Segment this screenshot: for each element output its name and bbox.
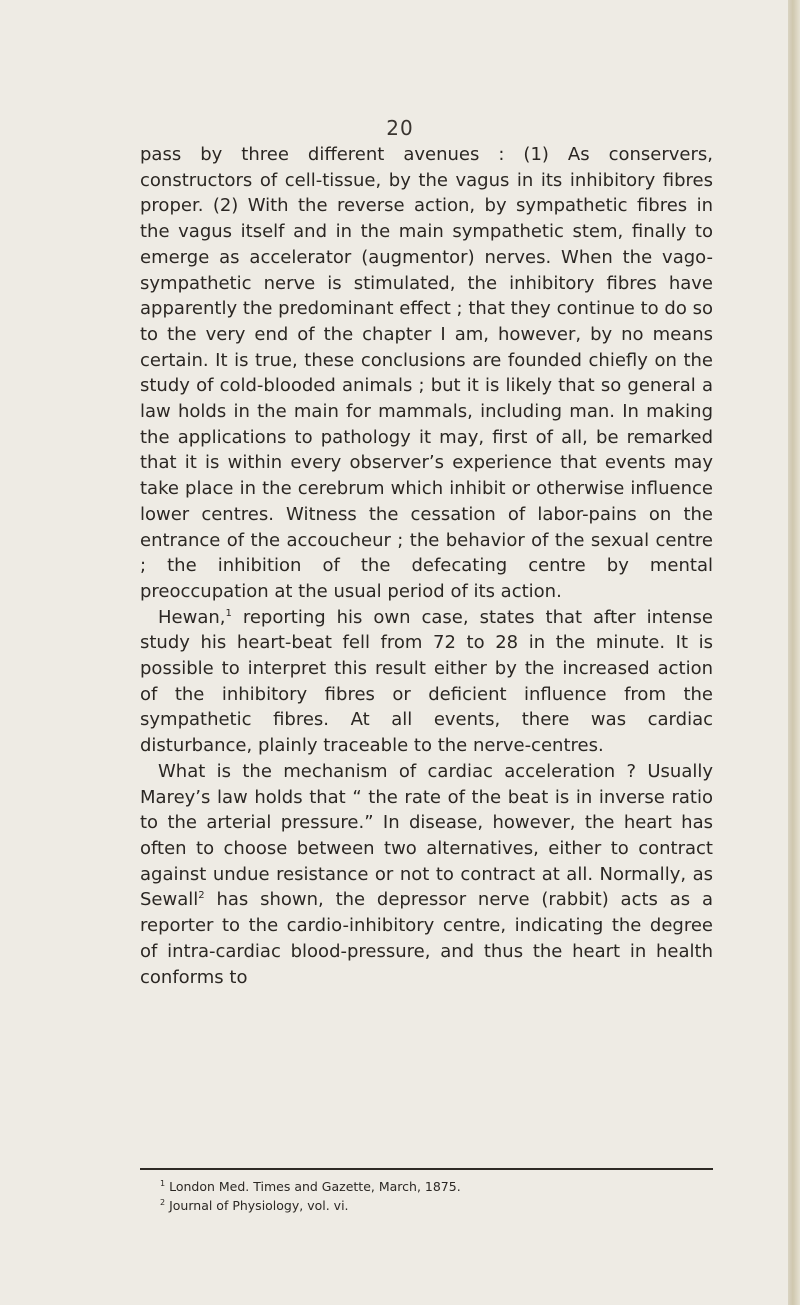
footnotes	[160, 1176, 700, 1214]
body-text	[140, 142, 713, 990]
footnote-ref-1: 1	[225, 607, 232, 619]
paragraph-2	[140, 605, 713, 759]
paragraph-3-rest: has shown, the depressor nerve (rabbit) acts as a reporter to the cardio-inhibitory centre, indicating the degree of intra-cardiac blood-pressure, and thus the heart in health conforms to	[140, 889, 713, 988]
page-edge	[788, 0, 800, 1305]
paragraph-2-lead: Hewan,	[158, 606, 226, 628]
footnote-1	[160, 1176, 700, 1195]
footnote-mark-1: 1	[160, 1179, 166, 1188]
paragraph-2-rest: reporting his own case, states that after intense study his heart-beat fell from 72 to 28 in the minute. It is possible to interpret this result either by the increased action of the inhibitory fibres or deficient influence from the sympathetic fibres. At all events, there was cardiac disturbance, plainly traceable to the nerve-centres.	[140, 606, 713, 757]
page-number: 20	[386, 116, 414, 140]
paragraph-3-lead: What is the mechanism of cardiac acceleration ? Usually Marey’s law holds that “ the rate of the beat is in inverse ratio to the arterial pressure.” In disease, however, the heart has often to choose between two alternatives, either to contract against undue resistance or not to contract at all. Normally, as Sewall	[140, 760, 713, 911]
footnote-mark-2: 2	[160, 1198, 166, 1208]
footnote-divider	[140, 1168, 713, 1170]
footnote-2	[160, 1195, 700, 1214]
footnote-text-2: Journal of Physiology, vol. vi.	[169, 1198, 349, 1214]
footnote-ref-2: 2	[198, 890, 205, 902]
footnote-text-1: London Med. Times and Gazette, March, 1875.	[169, 1179, 461, 1195]
paragraph-3	[140, 759, 713, 990]
paragraph-1: pass by three different avenues : (1) As conservers, constructors of cell-tissue, by the vagus in its inhibitory fibres proper. (2) With the reverse action, by sympathetic fibres in the vagus itself and in the main sympathetic stem, finally to emerge as accelerator (augmentor) nerves. When the vago-sympathetic nerve is stimulated, the inhibitory fibres have apparently the predominant effect ; that they continue to do so to the very end of the chapter I am, however, by no means certain. It is true, these conclusions are founded chiefly on the study of cold-blooded animals ; but it is likely that so general a law holds in the main for mammals, including man. In making the applications to pathology it may, first of all, be remarked that it is within every observer’s experience that events may take place in the cerebrum which inhibit or otherwise influence lower centres. Witness the cessation of labor-pains on the entrance of the accoucheur ; the behavior of the sexual centre ; the inhibition of the defecating centre by mental preoccupation at the usual period of its action.	[140, 144, 713, 602]
